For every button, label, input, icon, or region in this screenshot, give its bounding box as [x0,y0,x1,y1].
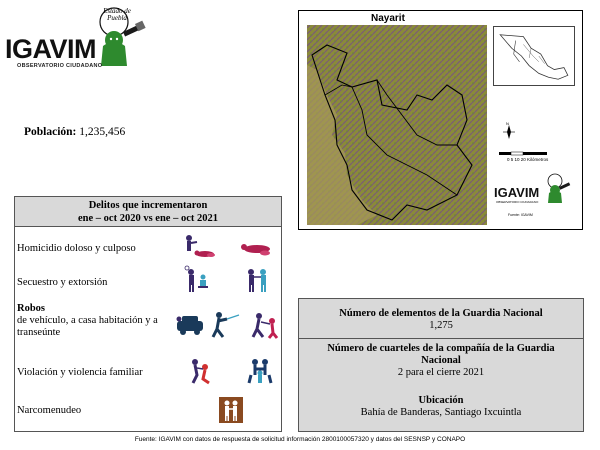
map-logo-subtitle: OBSERVATORIO CIUDADANO [496,200,539,204]
crime-label: Narcomenudeo [17,405,82,416]
crime-label-bold: Robos [17,303,46,314]
violence-icon [181,355,277,385]
kidnapping-icon [181,265,277,295]
map-logo-name: IGAVIM [494,185,540,200]
logo-name: IGAVIM [5,34,96,64]
igavim-logo [3,2,153,72]
divider [299,338,583,339]
national-guard-table [298,298,584,432]
guard-location-value: Bahía de Banderas, Santiago Ixcuintla [360,407,522,418]
north-arrow-icon [501,123,517,141]
guard-elements-title: Número de elementos de la Guardia Nacional [339,308,543,319]
logo-subtitle: OBSERVATORIO CIUDADANO [17,63,103,69]
crime-label: Homicidio doloso y culposo [17,243,136,254]
crimes-header-line2: ene – oct 2020 vs ene – oct 2021 [78,213,218,224]
population-label: Población: [24,126,77,138]
crime-row-robbery [15,299,281,351]
crime-row-drug-dealing [15,395,281,431]
logo-bubble-text: Estado de Puebla [103,7,131,22]
crimes-header-line1: Delitos que incrementaron [88,200,208,211]
source-footer: Fuente: IGAVIM con datos de respuesta de solicitud información 2800100057320 y datos del SESNSP y CONAPO [134,436,466,443]
crime-row-violence [15,353,281,393]
north-label: N [506,121,509,126]
guard-barracks-title: Número de cuarteles de la compañía de la Guardia Nacional [327,343,555,366]
crime-label: Violación y violencia familiar [17,367,143,378]
crime-label [17,303,177,339]
map-panel [298,10,583,230]
guard-barracks-value: 2 para el cierre 2021 [397,367,485,378]
robbery-icon [175,309,281,339]
population [24,126,125,138]
crime-label: Secuestro y extorsión [17,277,108,288]
guard-location-title: Ubicación [418,395,464,406]
crime-row-homicide [15,229,281,269]
guard-elements-value: 1,275 [429,320,453,331]
state-map [307,25,487,225]
crime-row-kidnapping [15,269,281,299]
map-mascot-icon [542,171,572,203]
mexico-inset-map [493,26,575,86]
drug-dealing-icon [219,397,243,423]
guard-location [299,395,583,419]
guard-elements [299,308,583,332]
crimes-table [14,196,282,432]
scale-label: 0 5 10 20 Kilómetros [507,157,549,162]
map-logo [494,171,578,221]
crimes-header [15,197,281,227]
population-value: 1,235,456 [79,126,126,138]
map-title: Nayarit [371,13,405,24]
map-source: Fuente: IGAVIM [508,213,533,217]
homicide-icon [181,233,277,259]
guard-barracks [299,343,583,379]
crime-label-detail: de vehículo, a casa habitación y a transeúnte [17,315,158,338]
